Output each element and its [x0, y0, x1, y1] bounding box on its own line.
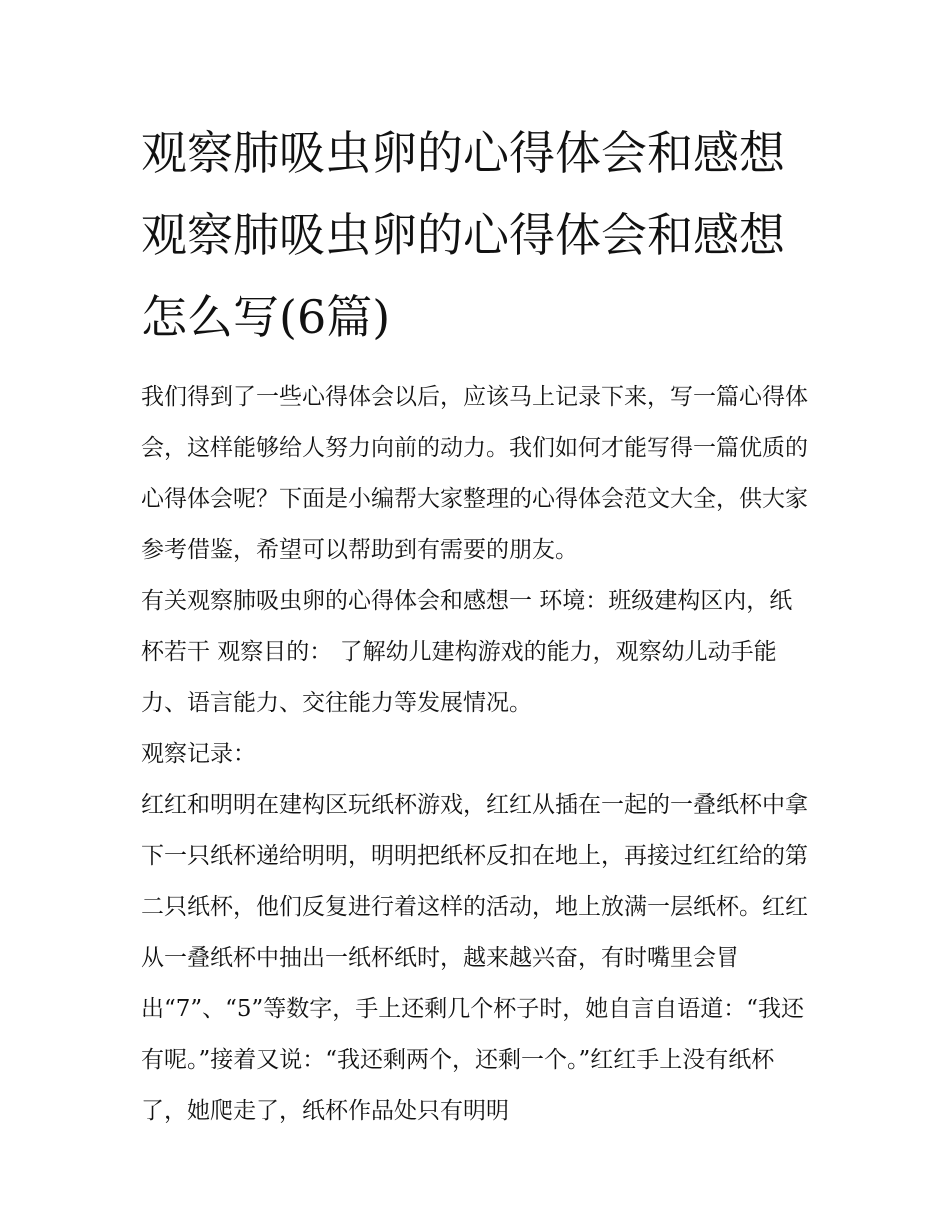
- observation-record-paragraph: 红红和明明在建构区玩纸杯游戏，红红从插在一起的一叠纸杯中拿下一只纸杯递给明明，明明把纸杯反扣在地上，再接过红红给的第二只纸杯，他们反复进行着这样的活动，地上放满一层纸杯。红红从一叠纸杯中抽出一纸杯纸时，越来越兴奋，有时嘴里会冒出“7”、“5”等数字，手上还剩几个杯子时，她自言自语道：“我还有呢。”接着又说：“我还剩两个，还剩一个。”红红手上没有纸杯了，她爬走了，纸杯作品处只有明明: [141, 792, 808, 1124]
- section-one-paragraph: 有关观察肺吸虫卵的心得体会和感想一 环境：班级建构区内，纸杯若干 观察目的： 了解幼儿建构游戏的能力，观察幼儿动手能力、语言能力、交往能力等发展情况。: [141, 588, 793, 716]
- document-content: [141, 112, 813, 1137]
- intro-paragraph: 我们得到了一些心得体会以后，应该马上记录下来，写一篇心得体会，这样能够给人努力向前的动力。我们如何才能写得一篇优质的心得体会呢？下面是小编帮大家整理的心得体会范文大全，供大家参考借鉴，希望可以帮助到有需要的朋友。: [141, 384, 808, 563]
- document-title: 观察肺吸虫卵的心得体会和感想 观察肺吸虫卵的心得体会和感想怎么写(6篇): [141, 126, 785, 344]
- observation-record-heading: 观察记录：: [141, 741, 256, 767]
